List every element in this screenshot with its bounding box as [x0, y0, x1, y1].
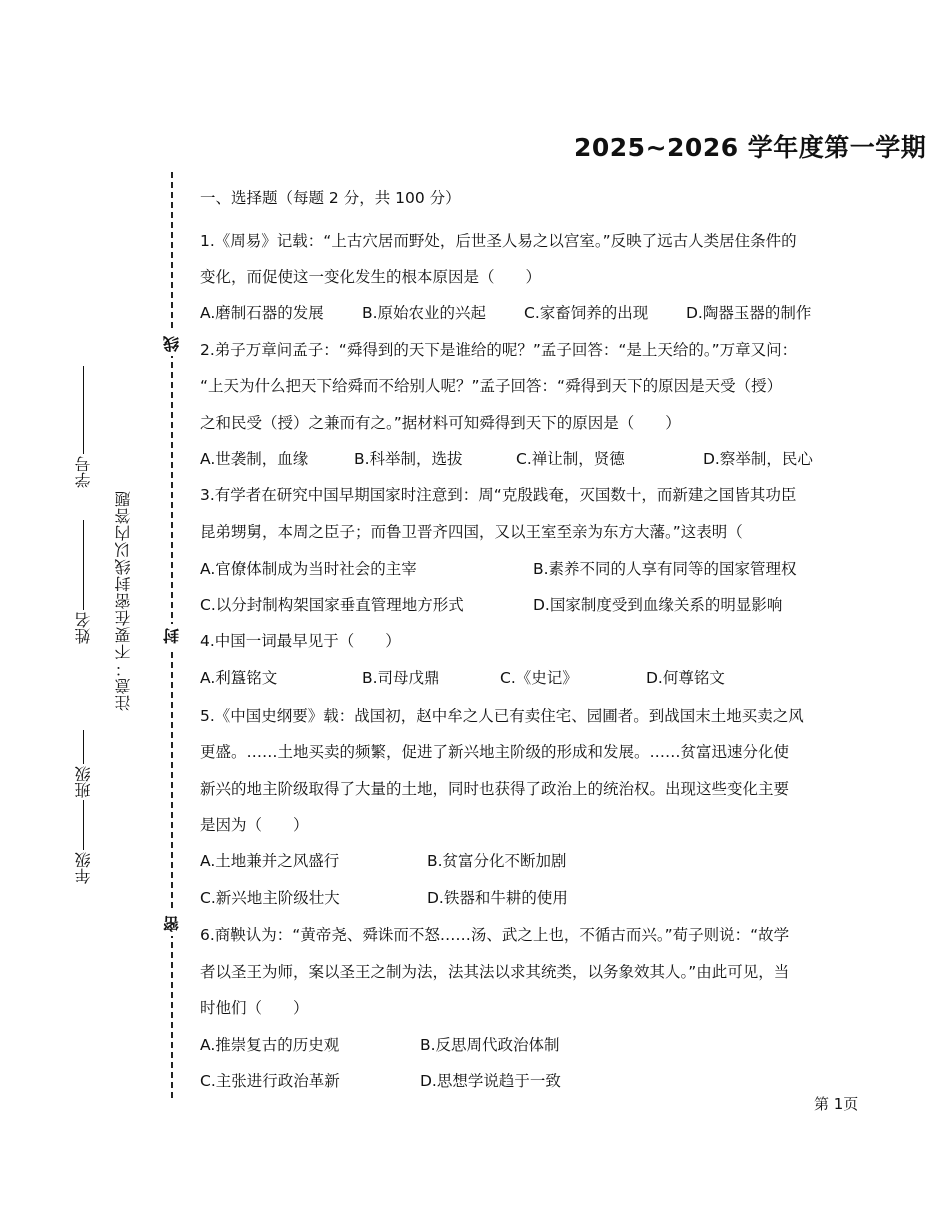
seal-notice: 注意：不要在密封线以内答题 [114, 490, 133, 711]
question-3-line-1: 3.有学者在研究中国早期国家时注意到：周“克殷践奄，灭国数十，而新建之国皆其功臣 [200, 486, 797, 504]
question-1-option-b[interactable]: B.原始农业的兴起 [362, 304, 487, 322]
name-blank [83, 520, 84, 610]
question-5-option-a[interactable]: A.土地兼并之风盛行 [200, 852, 340, 870]
question-4-option-b[interactable]: B.司母戊鼎 [362, 669, 440, 687]
question-3-option-d[interactable]: D.国家制度受到血缘关系的明显影响 [533, 596, 783, 614]
seal-mark-secret: 密 [160, 912, 184, 936]
grade-blank [83, 800, 84, 850]
question-5-option-c[interactable]: C.新兴地主阶级壮大 [200, 889, 340, 907]
question-2-line-1: 2.弟子万章问孟子：“舜得到的天下是谁给的呢？”孟子回答：“是上天给的。”万章又问： [200, 341, 798, 359]
question-2-option-a[interactable]: A.世袭制，血缘 [200, 450, 309, 468]
class-field [72, 730, 95, 798]
question-4-option-c[interactable]: C.《史记》 [500, 669, 578, 687]
grade-field [72, 800, 95, 884]
question-1-line-1: 1.《周易》记载：“上古穴居而野处，后世圣人易之以宫室。”反映了远古人类居住条件的 [200, 232, 797, 250]
class-blank [83, 730, 84, 764]
question-3-option-b[interactable]: B.素养不同的人享有同等的国家管理权 [533, 560, 797, 578]
question-6-line-1: 6.商鞅认为：“黄帝尧、舜诛而不怒……汤、武之上也，不循古而兴。”荀子则说：“故学 [200, 926, 790, 944]
question-3-option-a[interactable]: A.官僚体制成为当时社会的主宰 [200, 560, 417, 578]
question-2-line-3: 之和民受（授）之兼而有之。”据材料可知舜得到天下的原因是（ ） [200, 414, 681, 432]
grade-label: 年级 [74, 852, 93, 884]
question-1-option-d[interactable]: D.陶器玉器的制作 [686, 304, 812, 322]
student-id-field [72, 366, 95, 488]
question-5-line-2: 更盛。……土地买卖的频繁，促进了新兴地主阶级的形成和发展。……贫富迅速分化使 [200, 743, 790, 761]
question-5-option-d[interactable]: D.铁器和牛耕的使用 [427, 889, 568, 907]
question-6-option-d[interactable]: D.思想学说趋于一致 [420, 1072, 561, 1090]
question-6-option-b[interactable]: B.反思周代政治体制 [420, 1036, 560, 1054]
question-5-option-b[interactable]: B.贫富分化不断加剧 [427, 852, 567, 870]
seal-mark-seal: 封 [160, 624, 184, 648]
question-6-line-2: 者以圣王为师，案以圣王之制为法，法其法以求其统类，以务象效其人。”由此可见，当 [200, 963, 790, 981]
question-2-option-b[interactable]: B.科举制，选拔 [354, 450, 463, 468]
question-2-option-c[interactable]: C.禅让制，贤德 [516, 450, 625, 468]
name-label: 姓名 [74, 612, 93, 644]
question-1-line-2: 变化，而促使这一变化发生的根本原因是（ ） [200, 268, 542, 286]
question-3-option-c[interactable]: C.以分封制构架国家垂直管理地方形式 [200, 596, 464, 614]
question-4-line-1: 4.中国一词最早见于（ ） [200, 632, 401, 650]
question-4-option-d[interactable]: D.何尊铭文 [646, 669, 725, 687]
question-3-line-2: 昆弟甥舅，本周之臣子；而鲁卫晋齐四国，又以王室至亲为东方大藩。”这表明（ [200, 523, 743, 541]
page-number: 第 1页 [814, 1095, 859, 1113]
page-title: 2025~2026 学年度第一学期 [574, 133, 926, 162]
student-id-blank [83, 366, 84, 454]
question-1-option-c[interactable]: C.家畜饲养的出现 [524, 304, 649, 322]
name-field [72, 520, 95, 644]
section-heading: 一、选择题（每题 2 分，共 100 分） [200, 189, 461, 207]
question-5-line-4: 是因为（ ） [200, 816, 309, 834]
question-4-option-a[interactable]: A.利簋铭文 [200, 669, 278, 687]
question-2-option-d[interactable]: D.察举制，民心 [703, 450, 813, 468]
question-2-line-2: “上天为什么把天下给舜而不给别人呢？”孟子回答：“舜得到天下的原因是天受（授） [200, 377, 783, 395]
question-1-option-a[interactable]: A.磨制石器的发展 [200, 304, 324, 322]
question-6-option-a[interactable]: A.推崇复古的历史观 [200, 1036, 340, 1054]
question-6-line-3: 时他们（ ） [200, 999, 309, 1017]
class-label: 班级 [74, 766, 93, 798]
question-5-line-3: 新兴的地主阶级取得了大量的土地，同时也获得了政治上的统治权。出现这些变化主要 [200, 780, 790, 798]
seal-mark-line: 线 [160, 332, 184, 356]
question-5-line-1: 5.《中国史纲要》载：战国初，赵中牟之人已有卖住宅、园圃者。到战国末土地买卖之风 [200, 707, 804, 725]
question-6-option-c[interactable]: C.主张进行政治革新 [200, 1072, 340, 1090]
student-id-label: 学号 [74, 456, 93, 488]
